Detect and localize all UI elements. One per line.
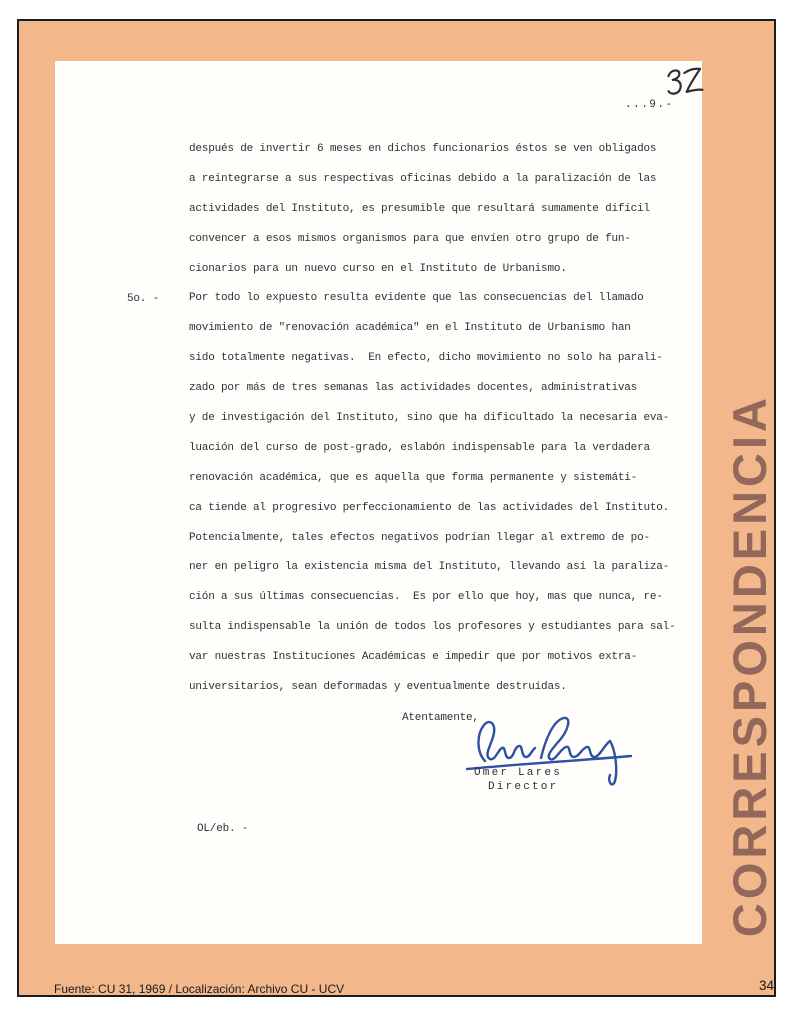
typed-line: ner en peligro la existencia misma del Instituto, llevando así la paraliza- <box>189 561 670 574</box>
source-citation: Fuente: CU 31, 1969 / Localización: Archivo CU - UCV <box>54 982 345 996</box>
paragraph-marker: 5o. - <box>127 292 160 305</box>
signer-name: Omer Lares <box>474 767 563 779</box>
section-label-correspondencia <box>707 393 791 939</box>
typed-line: y de investigación del Instituto, sino que ha dificultado la necesaria eva- <box>189 412 670 425</box>
typed-line: convencer a esos mismos organismos para que envíen otro grupo de fun- <box>189 232 631 245</box>
typed-line: después de invertir 6 meses en dichos funcionarios éstos se ven obligados <box>189 143 657 155</box>
letter-page <box>55 61 702 944</box>
typed-line: sido totalmente negativas. En efecto, dicho movimiento no solo ha parali- <box>189 352 663 365</box>
orange-frame <box>17 19 776 997</box>
typed-line: sulta indispensable la unión de todos los profesores y estudiantes para sal- <box>189 621 676 634</box>
typed-line: universitarios, sean deformadas y eventualmente destruídas. <box>189 681 567 694</box>
section-label-text: CORRESPONDENCIA <box>722 394 776 938</box>
body-text <box>189 135 675 703</box>
signature-ink <box>459 711 659 791</box>
typed-line: var nuestras Instituciones Académicas e impedir que por motivos extra- <box>189 651 638 664</box>
typed-line: renovación académica, que es aquella que forma permanente y sistemáti- <box>189 471 638 484</box>
typed-line: actividades del Instituto, es presumible que resultará sumamente difícil <box>189 202 650 215</box>
closing-salutation: Atentamente, <box>402 712 479 724</box>
handwritten-number-32 <box>664 64 706 103</box>
typed-line: Por todo lo expuesto resulta evidente que las consecuencias del llamado <box>189 292 644 305</box>
typed-line: movimiento de "renovación académica" en el Instituto de Urbanismo han <box>189 322 631 335</box>
book-page-number: 34 <box>759 978 775 993</box>
typed-line: cionarios para un nuevo curso en el Instituto de Urbanismo. <box>189 262 567 275</box>
signer-title: Director <box>488 781 559 793</box>
reference-initials: OL/eb. - <box>197 823 249 835</box>
typed-line: ca tiende al progresivo perfeccionamiento de las actividades del Instituto. <box>189 501 670 514</box>
typed-line: a reintegrarse a sus respectivas oficinas debido a la paralización de las <box>189 172 657 185</box>
page-number-marker: ...9.- <box>625 99 674 111</box>
typed-line: luación del curso de post-grado, eslabón indispensable para la verdadera <box>189 441 650 454</box>
typed-line: zado por más de tres semanas las actividades docentes, administrativas <box>189 382 638 395</box>
typed-line: Potencialmente, tales efectos negativos podrían llegar al extremo de po- <box>189 531 650 544</box>
typed-line: ción a sus últimas consecuencias. Es por ello que hoy, mas que nunca, re- <box>189 591 663 604</box>
